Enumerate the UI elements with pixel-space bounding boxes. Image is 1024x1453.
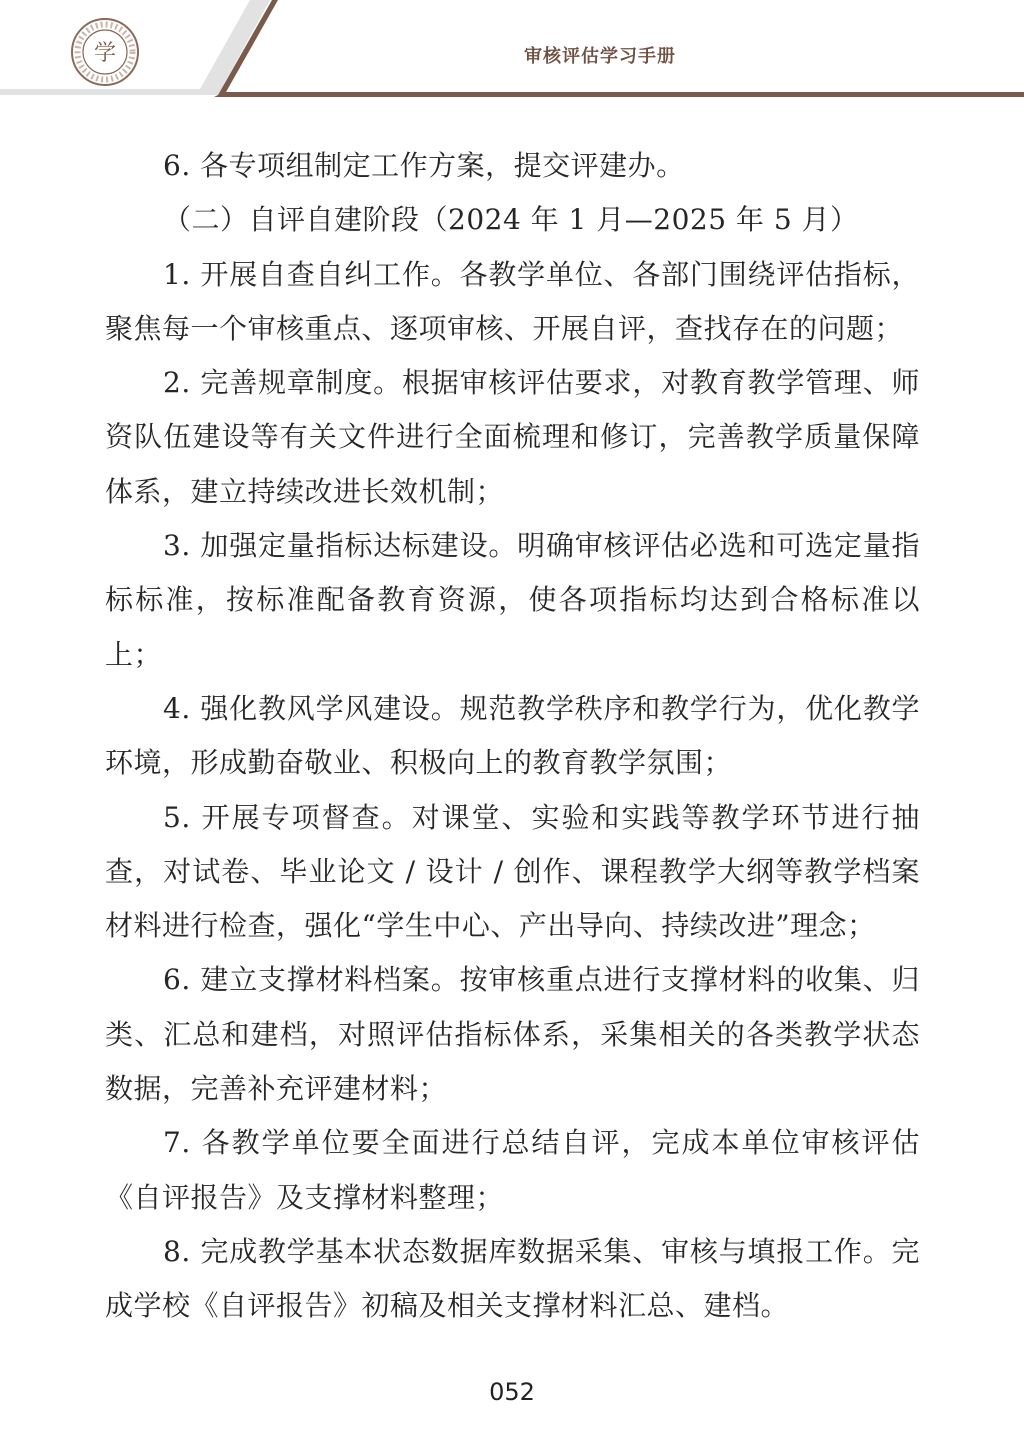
paragraph: 4. 强化教风学风建设。规范教学秩序和教学行为，优化教学环境，形成勤奋敬业、积极向上的教育教学氛围； (105, 691, 920, 780)
paragraph: 7. 各教学单位要全面进行总结自评，完成本单位审核评估《自评报告》及支撑材料整理； (105, 1126, 920, 1214)
handbook-title: 审核评估学习手册 (524, 46, 676, 67)
page-number: 052 (489, 1378, 535, 1406)
paragraph: 2. 完善规章制度。根据审核评估要求，对教育教学管理、师资队伍建设等有关文件进行全面梳理和修订，完善教学质量保障体系，建立持续改进长效机制； (105, 366, 920, 508)
section-heading: （二）自评自建阶段（2024 年 1 月—2025 年 5 月） (163, 203, 859, 237)
page-header (0, 0, 1024, 100)
paragraph: 8. 完成教学基本状态数据库数据采集、审核与填报工作。完成学校《自评报告》初稿及相关支撑材料汇总、建档。 (105, 1234, 920, 1323)
paragraph: 5. 开展专项督查。对课堂、实验和实践等教学环节进行抽查，对试卷、毕业论文 / 设计 / 创作、课程教学大纲等教学档案材料进行检查，强化“学生中心、产出导向、持续改进”理念； (105, 800, 920, 943)
document-body (105, 139, 920, 1334)
paragraph: 1. 开展自查自纠工作。各教学单位、各部门围绕评估指标，聚焦每一个审核重点、逐项审核、开展自评，查找存在的问题； (105, 257, 920, 345)
paragraph: 6. 建立支撑材料档案。按审核重点进行支撑材料的收集、归类、汇总和建档，对照评估指标体系，采集相关的各类教学状态数据，完善补充评建材料； (105, 963, 920, 1106)
school-logo-icon (70, 17, 140, 87)
paragraph: 6. 各专项组制定工作方案，提交评建办。 (163, 149, 685, 182)
svg-text:学: 学 (93, 41, 117, 66)
paragraph: 3. 加强定量指标达标建设。明确审核评估必选和可选定量指标标准，按标准配备教育资源，使各项指标均达到合格标准以上； (105, 529, 920, 671)
